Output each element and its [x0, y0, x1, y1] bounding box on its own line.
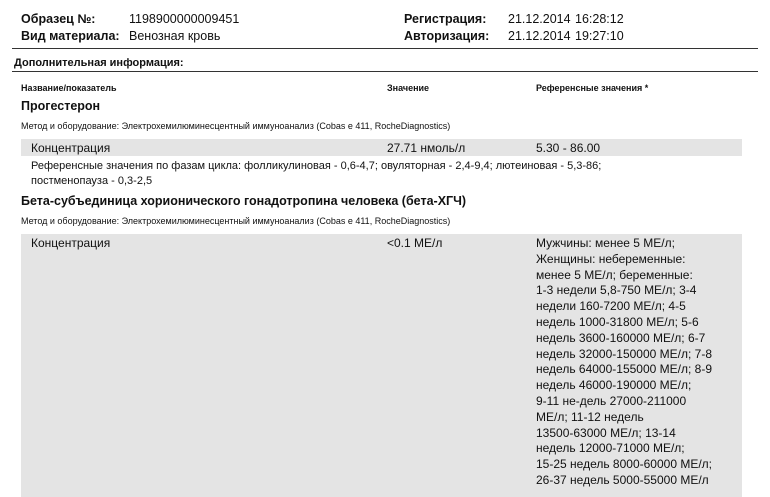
test-method: Метод и оборудование: Электрохемилюминесцентный иммуноанализ (Cobas e 411, RocheDiagnostics): [21, 216, 451, 226]
result-value: 27.71 нмоль/л: [387, 141, 466, 155]
reference-note-line: Референсные значения по фазам цикла: фолликулиновая - 0,6-4,7; овуляторная - 2,4-9,4; лютеиновая - 5,3-86;: [31, 160, 602, 172]
reference-line: 26-37 недель 5000-55000 МЕ/л: [536, 472, 709, 487]
result-value: <0.1 МЕ/л: [387, 236, 443, 250]
result-reference: 5.30 - 86.00: [536, 141, 601, 155]
reference-line: менее 5 МЕ/л; беременные:: [536, 267, 693, 282]
result-row-band: [21, 139, 742, 156]
result-param: Концентрация: [31, 236, 111, 250]
reference-note-line: постменопауза - 0,3-2,5: [31, 175, 153, 187]
authorization-label: Авторизация:: [404, 29, 490, 43]
material-label: Вид материала:: [21, 29, 120, 43]
reference-line: 1-3 недели 5,8-750 МЕ/л; 3-4: [536, 283, 697, 298]
test-title-progesterone: Прогестерон: [21, 99, 101, 113]
column-header-name: Название/показатель: [21, 83, 117, 93]
test-method: Метод и оборудование: Электрохемилюминесцентный иммуноанализ (Cobas e 411, RocheDiagnostics): [21, 121, 451, 131]
reference-line: недель 12000-71000 МЕ/л;: [536, 441, 685, 456]
reference-line: МЕ/л; 11-12 недель: [536, 409, 644, 424]
section-divider: [12, 71, 758, 72]
registration-time: 16:28:12: [575, 12, 624, 26]
registration-date: 21.12.2014: [508, 12, 571, 26]
reference-line: 9-11 не-дель 27000-211000: [536, 393, 687, 408]
authorization-time: 19:27:10: [575, 29, 624, 43]
registration-label: Регистрация:: [404, 12, 487, 26]
authorization-date: 21.12.2014: [508, 29, 571, 43]
material-value: Венозная кровь: [129, 29, 221, 43]
reference-line: недель 64000-155000 МЕ/л; 8-9: [536, 362, 712, 377]
reference-line: недель 3600-160000 МЕ/л; 6-7: [536, 330, 706, 345]
column-header-value: Значение: [387, 83, 430, 93]
reference-line: недели 160-7200 МЕ/л; 4-5: [536, 299, 686, 314]
reference-line: недель 32000-150000 МЕ/л; 7-8: [536, 346, 712, 361]
column-header-reference: Референсные значения *: [536, 83, 649, 93]
reference-line: Женщины: небеременные:: [536, 251, 686, 266]
reference-line: Мужчины: менее 5 МЕ/л;: [536, 236, 675, 250]
sample-number: 1198900000009451: [129, 12, 240, 26]
sample-label: Образец №:: [21, 12, 96, 26]
reference-line: недель 1000-31800 МЕ/л; 5-6: [536, 314, 699, 329]
result-param: Концентрация: [31, 141, 111, 155]
result-reference-list: [536, 236, 736, 489]
additional-info-title: Дополнительная информация:: [14, 57, 184, 69]
reference-line: недель 46000-190000 МЕ/л;: [536, 378, 692, 393]
reference-line: 13500-63000 МЕ/л; 13-14: [536, 425, 676, 440]
test-title-beta-hcg: Бета-субъединица хорионического гонадотропина человека (бета-ХГЧ): [21, 194, 467, 208]
reference-line: 15-25 недель 8000-60000 МЕ/л;: [536, 457, 712, 472]
header-divider: [12, 48, 758, 49]
